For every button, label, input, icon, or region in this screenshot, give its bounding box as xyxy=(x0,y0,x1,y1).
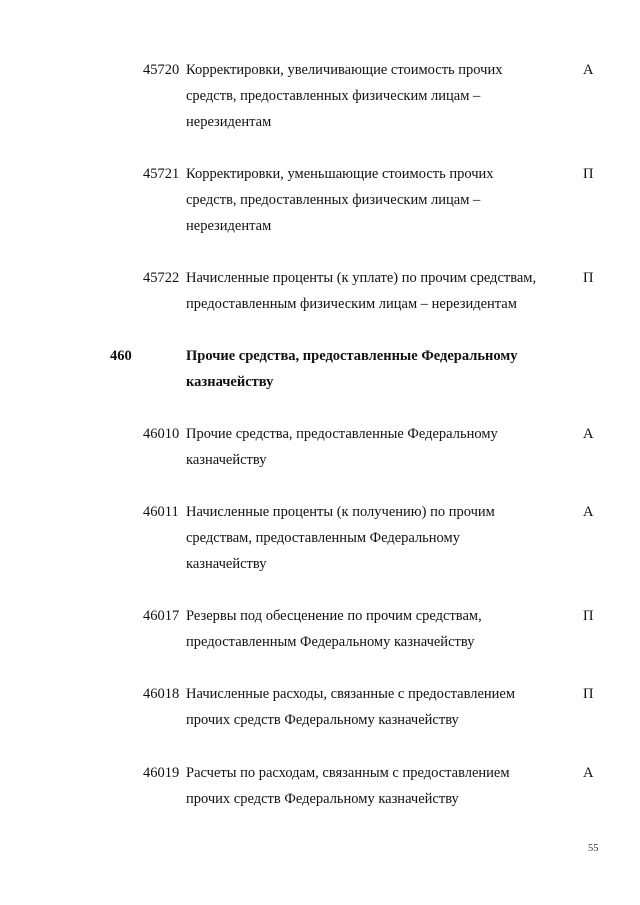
description-line: прочих средств Федеральному казначейству xyxy=(186,791,459,807)
account-code: 46017 xyxy=(143,608,180,624)
account-type-flag: А xyxy=(583,504,594,520)
account-code: 45721 xyxy=(143,166,180,182)
account-type-flag: П xyxy=(583,608,594,624)
account-code: 46010 xyxy=(143,426,180,442)
account-type-flag: П xyxy=(583,166,594,182)
section-code: 460 xyxy=(110,348,132,364)
description-line: нерезидентам xyxy=(186,218,272,234)
account-code: 46011 xyxy=(143,504,179,520)
description-line: Начисленные расходы, связанные с предоставлением xyxy=(186,686,516,702)
account-description xyxy=(186,161,566,239)
account-code: 46018 xyxy=(143,686,180,702)
account-description xyxy=(186,760,566,812)
account-description xyxy=(186,499,566,577)
description-line: Начисленные проценты (к получению) по прочим xyxy=(186,504,495,520)
account-description xyxy=(186,603,566,655)
account-description xyxy=(186,57,566,135)
section-title-line: казначейству xyxy=(186,374,274,390)
description-line: предоставленным Федеральному казначейству xyxy=(186,634,475,650)
account-description xyxy=(186,421,566,473)
description-line: Корректировки, увеличивающие стоимость прочих xyxy=(186,62,503,78)
description-line: Корректировки, уменьшающие стоимость прочих xyxy=(186,166,494,182)
account-description xyxy=(186,265,566,317)
page-number: 55 xyxy=(588,843,599,854)
description-line: нерезидентам xyxy=(186,114,272,130)
account-code: 45720 xyxy=(143,62,180,78)
account-code: 45722 xyxy=(143,270,180,286)
account-type-flag: А xyxy=(583,765,594,781)
description-line: средств, предоставленных физическим лицам – xyxy=(186,88,481,104)
account-type-flag: А xyxy=(583,426,594,442)
description-line: Прочие средства, предоставленные Федеральному xyxy=(186,426,498,442)
account-type-flag: П xyxy=(583,270,594,286)
description-line: Начисленные проценты (к уплате) по прочим средствам, xyxy=(186,270,537,286)
section-title xyxy=(186,343,566,395)
account-type-flag: А xyxy=(583,62,594,78)
description-line: прочих средств Федеральному казначейству xyxy=(186,712,459,728)
description-line: средств, предоставленных физическим лицам – xyxy=(186,192,481,208)
section-title-line: Прочие средства, предоставленные Федеральному xyxy=(186,348,518,364)
account-type-flag: П xyxy=(583,686,594,702)
description-line: Резервы под обесценение по прочим средствам, xyxy=(186,608,482,624)
account-code: 46019 xyxy=(143,765,180,781)
description-line: казначейству xyxy=(186,452,267,468)
description-line: казначейству xyxy=(186,556,267,572)
description-line: Расчеты по расходам, связанным с предоставлением xyxy=(186,765,510,781)
description-line: предоставленным физическим лицам – нерезидентам xyxy=(186,296,517,312)
description-line: средствам, предоставленным Федеральному xyxy=(186,530,460,546)
account-description xyxy=(186,681,566,733)
